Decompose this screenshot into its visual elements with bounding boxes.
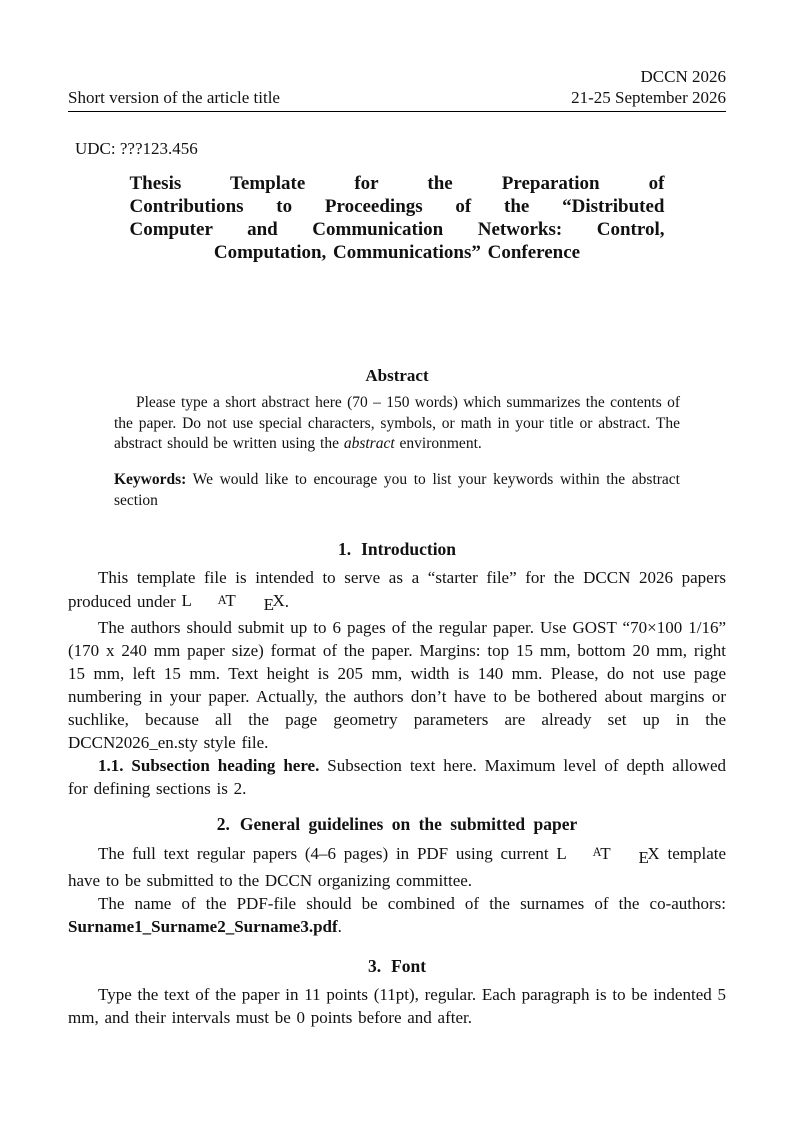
latex-letter: A <box>217 592 227 607</box>
section-title: Font <box>391 955 427 976</box>
header-dates: 21-25 September 2026 <box>571 88 726 107</box>
header-second-line <box>68 87 726 108</box>
latex-letter: T <box>600 844 611 864</box>
abstract-text-run: environment. <box>394 435 482 452</box>
section-number: 3. <box>367 955 382 976</box>
text-run: . <box>337 916 342 936</box>
intro-paragraph-2: The authors should submit up to 6 pages of the regular paper. Use GOST “70×100 1/16” (170 x 240 mm paper size) format of the paper. Margins: top 15 mm, bottom 20 mm, right 15 mm, left 15 mm. Text height is 205 mm, width is 140 mm. Please, do not use page numbering in your paper. Actually, the authors don’t have to be bothered about margins or suchlike, because all the page geometry parameters are already set up in the DCCN2026_en.sty style file. <box>68 618 726 753</box>
header-short-title: Short version of the article title <box>68 88 280 107</box>
section-title: General guidelines on the submitted paper <box>239 814 578 835</box>
latex-letter: L <box>556 844 567 864</box>
section-heading-introduction <box>68 538 726 560</box>
section-number: 1. <box>337 538 352 559</box>
latex-letter: A <box>592 845 602 860</box>
latex-letter: T <box>225 591 236 611</box>
paper-title-line: Computer and Communication Networks: Control, <box>129 219 665 240</box>
keywords-label: Keywords: <box>114 470 187 488</box>
paper-title-line: Computation, Communications” Conference <box>213 242 581 263</box>
latex-logo <box>181 591 285 615</box>
pdf-filename: Surname1_Surname2_Surname3.pdf <box>68 916 338 936</box>
abstract-italic-word: abstract <box>343 435 395 452</box>
section-title: Introduction <box>361 538 457 559</box>
page-header <box>68 66 726 112</box>
font-paragraph-1: Type the text of the paper in 11 points (11pt), regular. Each paragraph is to be indented 5 mm, and their intervals must be 0 points before and after. <box>68 984 726 1027</box>
latex-letter: X <box>647 844 660 864</box>
text-run: The full text regular papers (4–6 pages) in PDF using current <box>98 844 557 864</box>
paper-title-line: Thesis Template for the Preparation of <box>129 173 665 194</box>
section-heading-font <box>68 955 726 977</box>
text-run: Subsection text here. Maximum level of depth allowed for defining sections is 2. <box>68 756 726 799</box>
intro-subsection-paragraph <box>68 754 726 800</box>
latex-letter: E <box>263 595 274 615</box>
text-run: . <box>284 591 289 611</box>
paper-title-line: Contributions to Proceedings of the “Distributed <box>129 196 665 217</box>
section-heading-guidelines <box>68 813 726 835</box>
abstract-heading: Abstract <box>365 366 429 385</box>
abstract-text-run: Please type a short abstract here (70 – 150 words) which summarizes the contents of the paper. Do not use special characters, symbols, or math in your title or abstract. The abstract should be written using the <box>114 394 680 452</box>
section-number: 2. <box>216 814 230 835</box>
abstract-section <box>114 365 680 511</box>
udc-line: UDC: ???123.456 <box>75 139 198 158</box>
latex-logo <box>556 844 660 867</box>
latex-letter: X <box>272 591 285 611</box>
guidelines-paragraph-1 <box>68 841 726 892</box>
latex-letter: L <box>181 591 192 611</box>
text-run: template have to be submitted to the DCCN organizing committee. <box>68 844 727 890</box>
intro-paragraph-1 <box>68 566 726 617</box>
keywords-text: We would like to encourage you to list your keywords within the abstract section <box>114 470 680 509</box>
subsection-heading: 1.1. Subsection heading here. <box>98 756 320 776</box>
abstract-text <box>114 393 680 455</box>
text-run: The name of the PDF-file should be combined of the surnames of the co-authors: <box>98 893 726 913</box>
header-conference: DCCN 2026 <box>640 67 726 86</box>
keywords-paragraph <box>114 469 680 511</box>
text-run: This template file is intended to serve as a “starter file” for the DCCN 2026 papers produced under <box>68 567 726 611</box>
guidelines-paragraph-2 <box>68 892 726 938</box>
latex-letter: E <box>638 847 649 867</box>
paper-title <box>130 172 665 264</box>
